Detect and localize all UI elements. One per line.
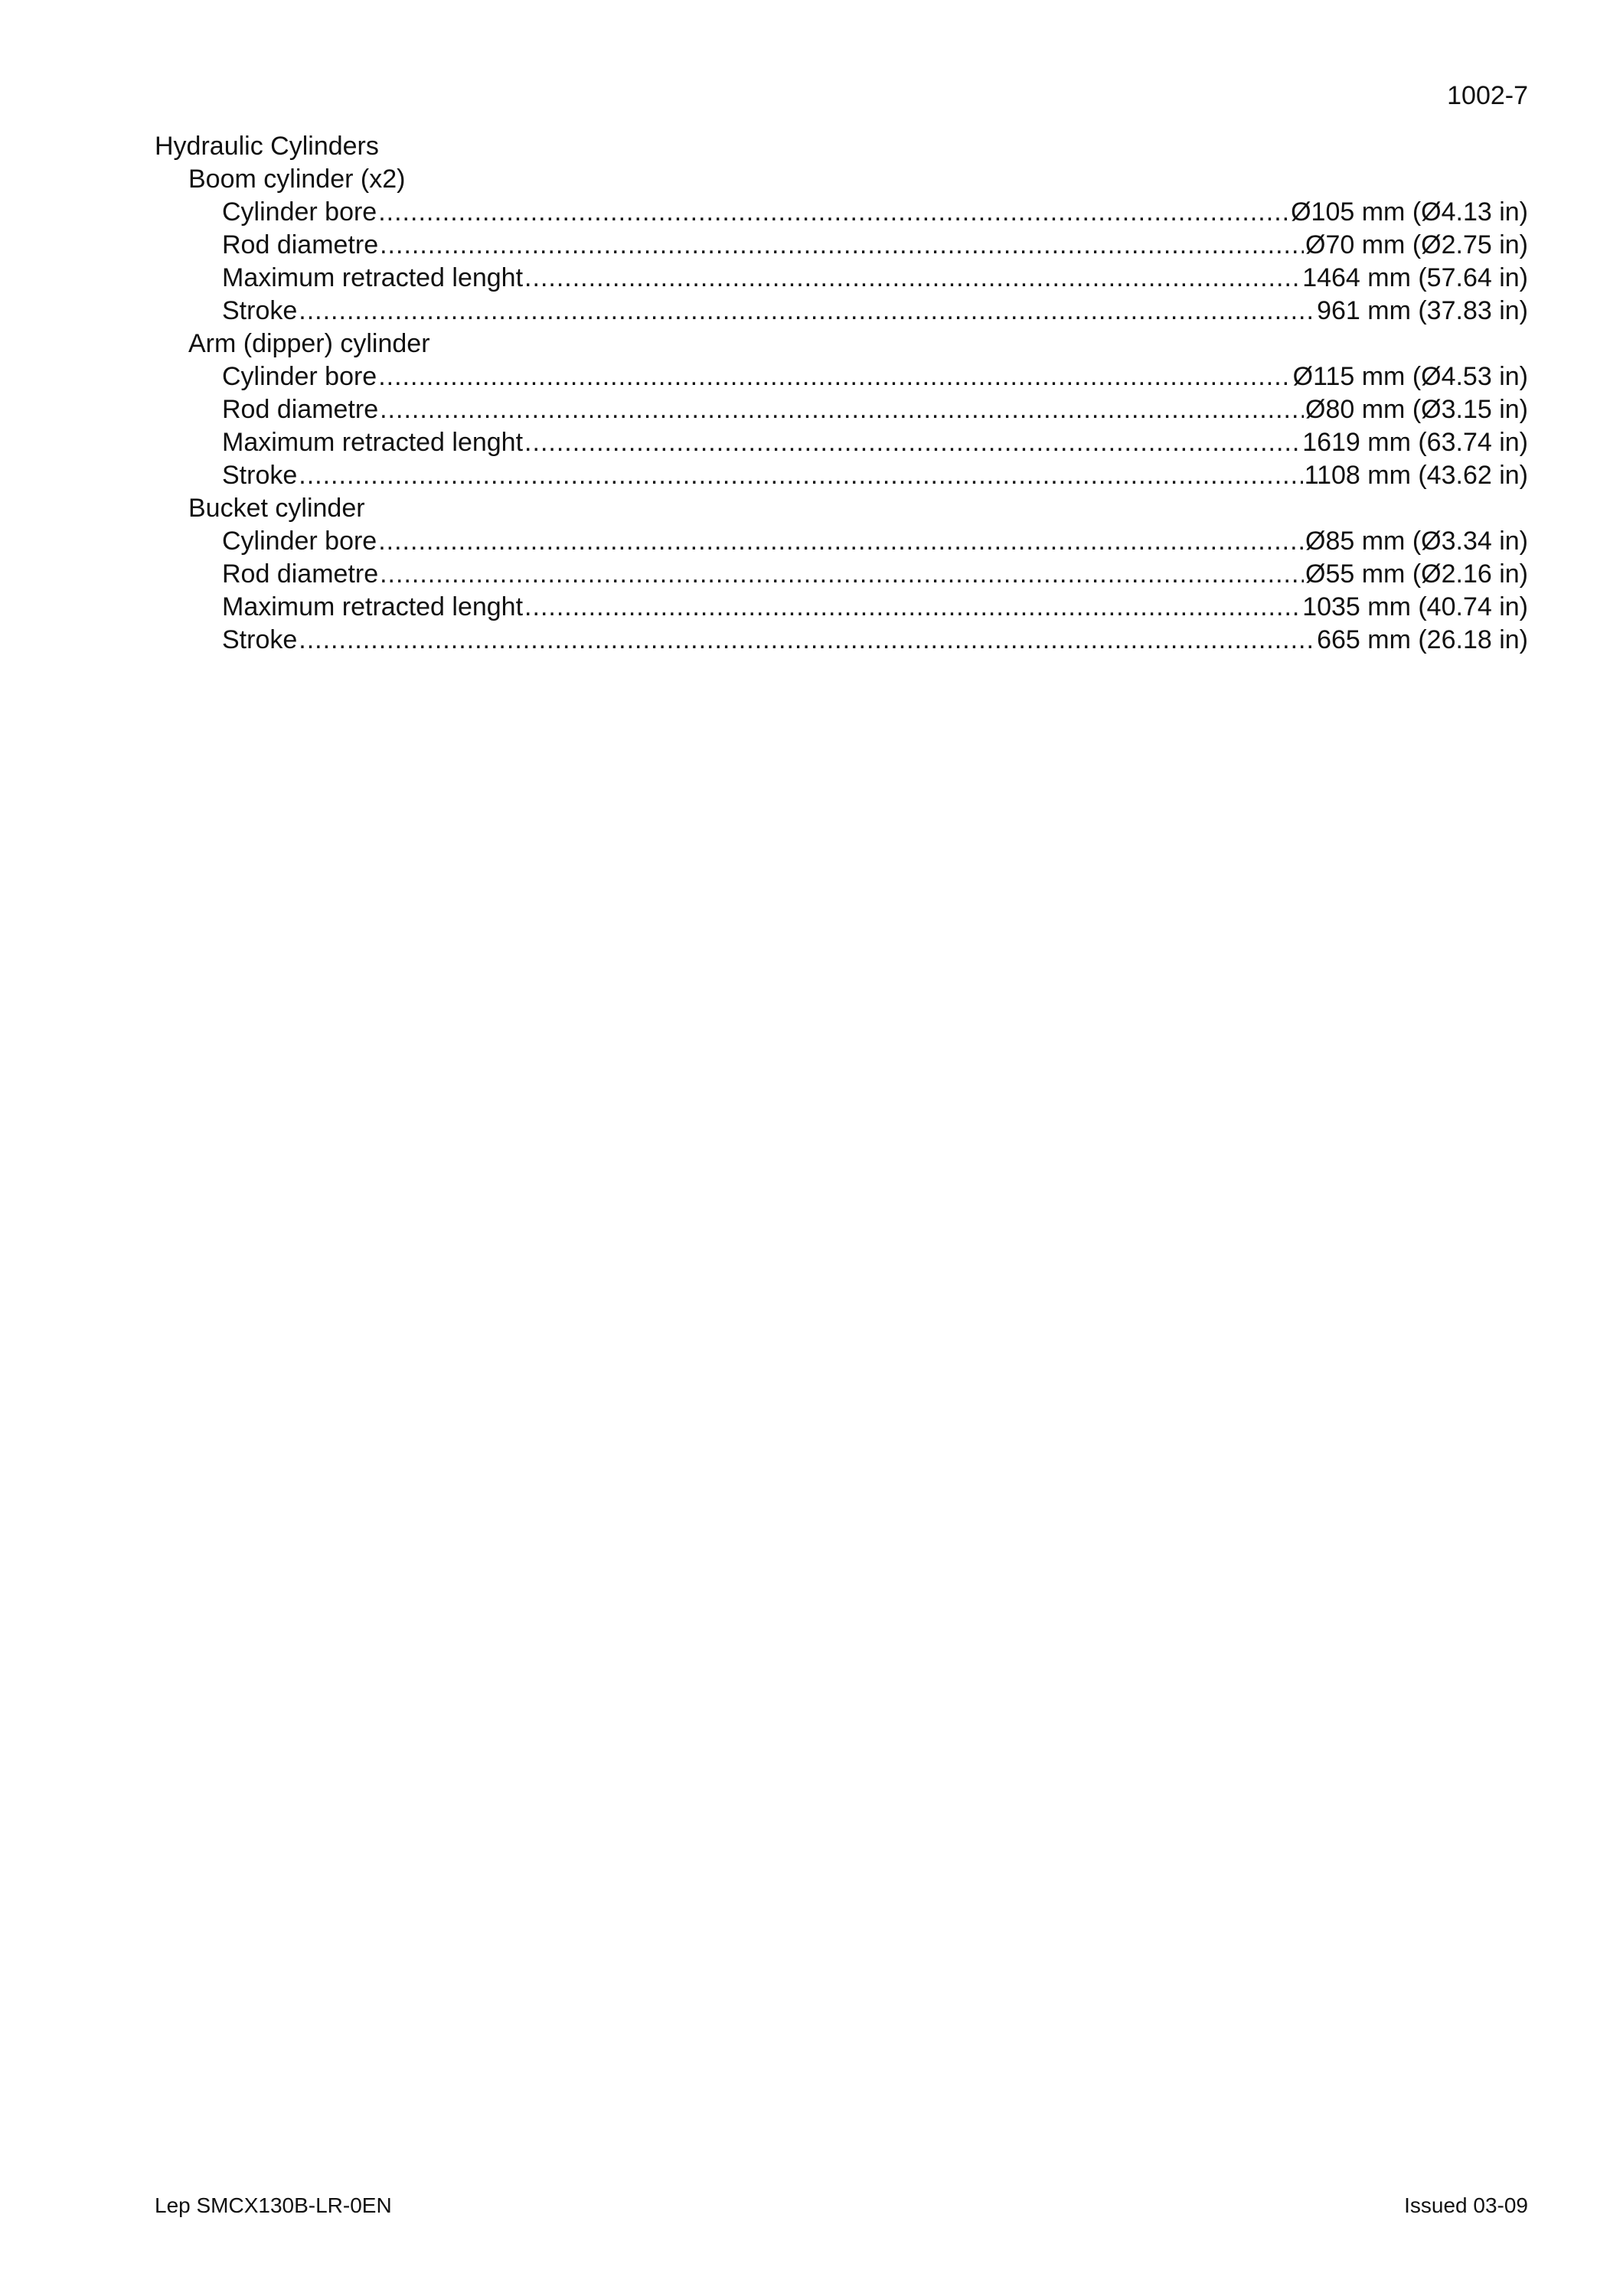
page-number: 1002-7	[1447, 81, 1528, 110]
dot-leader	[524, 426, 1301, 459]
dot-leader	[380, 229, 1304, 262]
spec-value: Ø85 mm (Ø3.34 in)	[1305, 527, 1528, 556]
spec-row-cylinder-bore	[155, 196, 1528, 229]
group-title: Boom cylinder (x2)	[188, 165, 406, 194]
spec-label: Stroke	[222, 625, 298, 654]
footer-issued-date: Issued 03-09	[1404, 2193, 1528, 2217]
spec-value: Ø80 mm (Ø3.15 in)	[1305, 395, 1528, 424]
spec-section	[155, 130, 1528, 657]
dot-leader	[299, 624, 1315, 657]
section-title: Hydraulic Cylinders	[155, 132, 379, 161]
spec-value: 1464 mm (57.64 in)	[1302, 263, 1528, 292]
dot-leader	[378, 196, 1289, 229]
spec-label: Rod diametre	[222, 395, 379, 424]
spec-value: 665 mm (26.18 in)	[1317, 625, 1528, 654]
dot-leader	[524, 591, 1301, 624]
spec-label: Rod diametre	[222, 230, 379, 259]
spec-value: 961 mm (37.83 in)	[1317, 296, 1528, 325]
group-title: Bucket cylinder	[188, 494, 365, 523]
dot-leader	[299, 459, 1302, 492]
spec-label: Stroke	[222, 461, 298, 490]
spec-value: Ø70 mm (Ø2.75 in)	[1305, 230, 1528, 259]
spec-label: Stroke	[222, 296, 298, 325]
dot-leader	[378, 525, 1304, 558]
dot-leader	[299, 295, 1315, 328]
spec-row-stroke	[155, 295, 1528, 328]
spec-row-rod-diametre	[155, 229, 1528, 262]
group-title: Arm (dipper) cylinder	[188, 329, 430, 358]
spec-label: Cylinder bore	[222, 197, 377, 227]
dot-leader	[378, 360, 1291, 393]
dot-leader	[380, 393, 1304, 426]
footer-document-code: Lep SMCX130B-LR-0EN	[155, 2193, 392, 2217]
spec-label: Rod diametre	[222, 559, 379, 589]
spec-label: Maximum retracted lenght	[222, 592, 524, 621]
spec-row-max-retracted-length	[155, 426, 1528, 459]
spec-row-cylinder-bore	[155, 360, 1528, 393]
spec-value: 1108 mm (43.62 in)	[1304, 461, 1528, 490]
spec-group-bucket-cylinder	[155, 492, 1528, 657]
spec-row-stroke	[155, 459, 1528, 492]
spec-row-max-retracted-length	[155, 262, 1528, 295]
spec-row-rod-diametre	[155, 558, 1528, 591]
spec-label: Maximum retracted lenght	[222, 263, 524, 292]
spec-group-boom-cylinder	[155, 163, 1528, 328]
spec-label: Cylinder bore	[222, 362, 377, 391]
spec-row-rod-diametre	[155, 393, 1528, 426]
spec-group-arm-cylinder	[155, 328, 1528, 492]
spec-value: Ø115 mm (Ø4.53 in)	[1292, 362, 1528, 391]
spec-row-max-retracted-length	[155, 591, 1528, 624]
dot-leader	[524, 262, 1301, 295]
spec-label: Cylinder bore	[222, 527, 377, 556]
spec-row-cylinder-bore	[155, 525, 1528, 558]
spec-row-stroke	[155, 624, 1528, 657]
dot-leader	[380, 558, 1304, 591]
spec-value: Ø55 mm (Ø2.16 in)	[1305, 559, 1528, 589]
spec-value: Ø105 mm (Ø4.13 in)	[1291, 197, 1528, 227]
spec-value: 1619 mm (63.74 in)	[1302, 428, 1528, 457]
spec-label: Maximum retracted lenght	[222, 428, 524, 457]
spec-value: 1035 mm (40.74 in)	[1302, 592, 1528, 621]
